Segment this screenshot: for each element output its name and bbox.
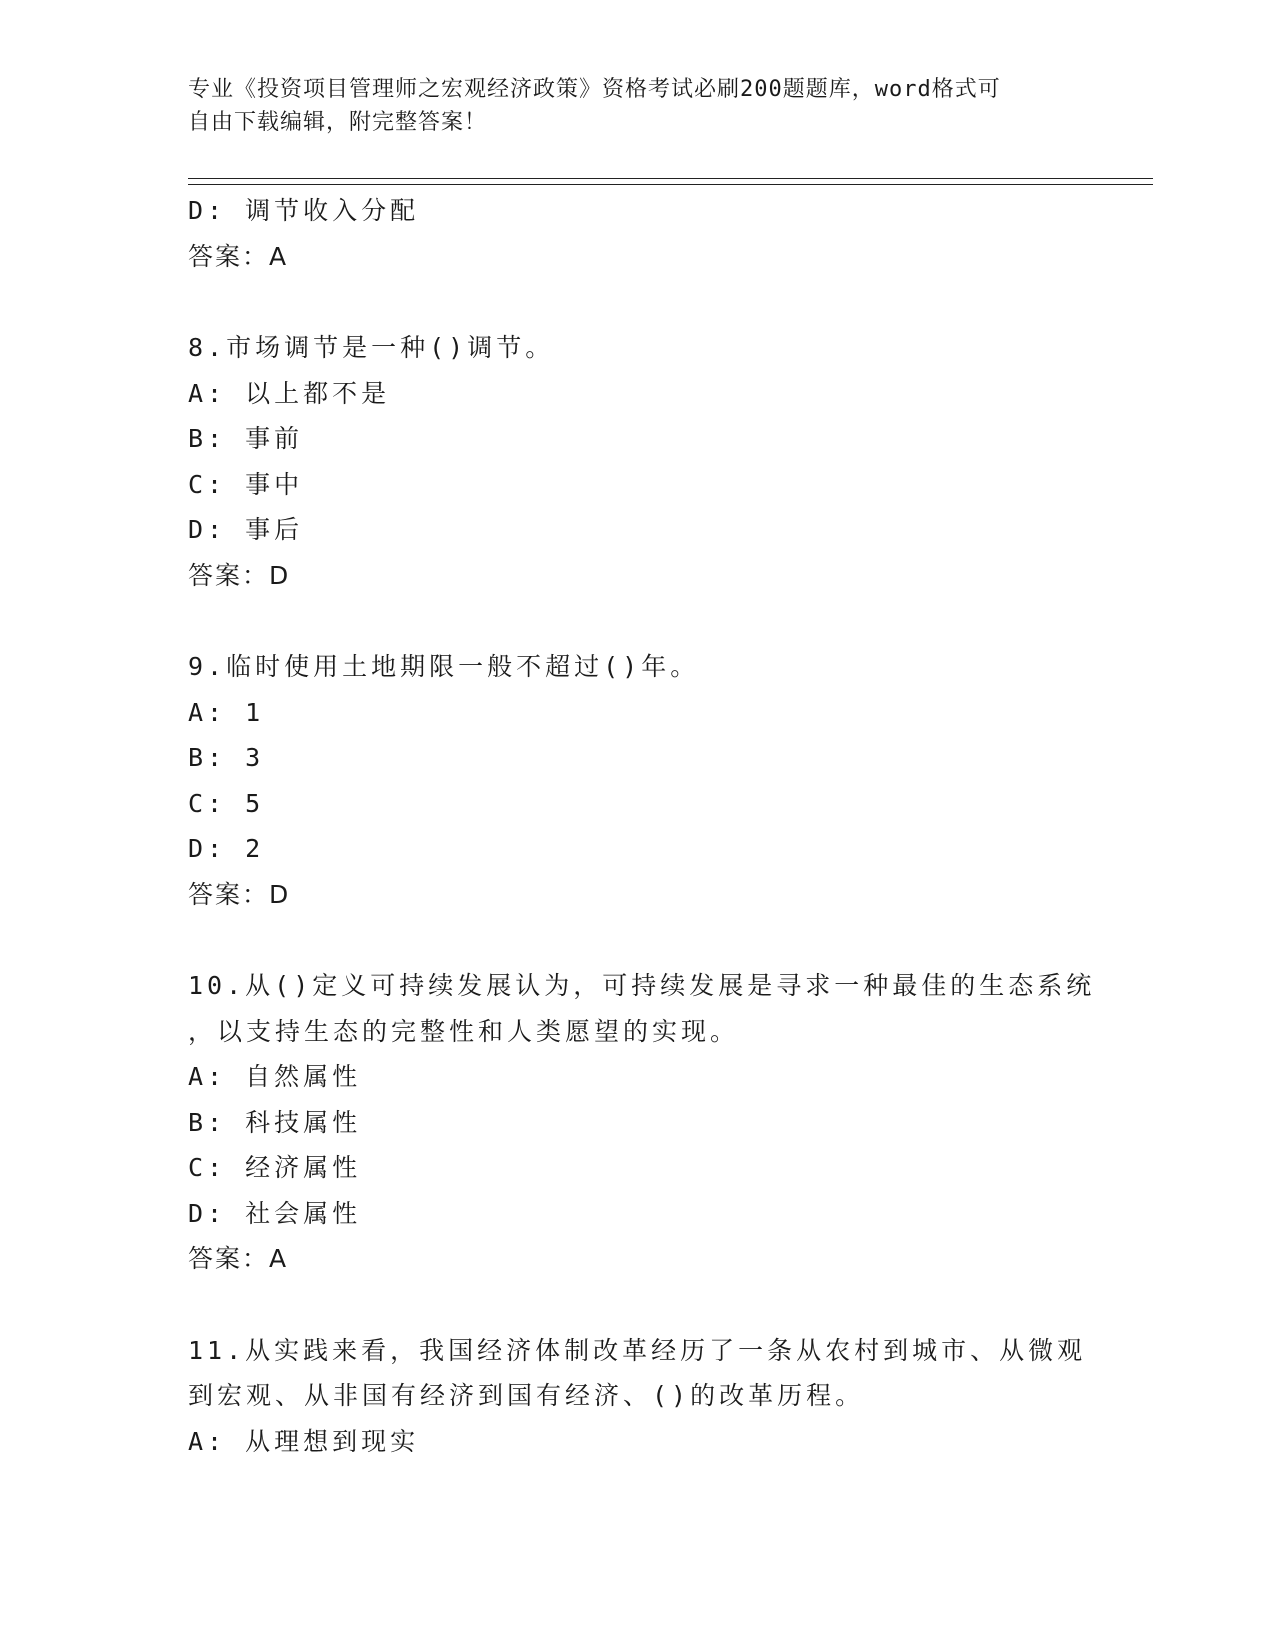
header-divider-bottom <box>188 184 1153 185</box>
question-stem-line-2: 到宏观、从非国有经济到国有经济、()的改革历程。 <box>188 1381 865 1410</box>
option-d: D: 2 <box>188 834 265 863</box>
option-a: A: 从理想到现实 <box>188 1426 420 1456</box>
answer-line: 答案：D <box>188 879 291 909</box>
option-b: B: 3 <box>188 743 265 772</box>
page-header <box>188 73 1088 139</box>
question-list <box>188 188 1096 1464</box>
option-c: C: 事中 <box>188 469 304 499</box>
question-stem-line-2: ，以支持生态的完整性和人类愿望的实现。 <box>188 1016 740 1046</box>
question-stem: 8.市场调节是一种()调节。 <box>188 333 555 362</box>
header-line-2: 自由下载编辑，附完整答案！ <box>188 110 488 135</box>
header-divider-top <box>188 178 1153 179</box>
header-line-1: 专业《投资项目管理师之宏观经济政策》资格考试必刷200题题库，word格式可 <box>188 77 1001 102</box>
option-a: A: 以上都不是 <box>188 378 391 408</box>
spacer <box>188 598 1088 644</box>
option-d: D: 事后 <box>188 515 304 544</box>
option-c: C: 经济属性 <box>188 1153 362 1182</box>
question-stem-line-1: 10.从()定义可持续发展认为，可持续发展是寻求一种最佳的生态系统 <box>188 971 1096 1000</box>
question-stem-line-1: 11.从实践来看，我国经济体制改革经历了一条从农村到城市、从微观 <box>188 1335 1087 1365</box>
answer-line: 答案：A <box>188 1244 289 1273</box>
option-a: A: 1 <box>188 697 265 727</box>
answer-line: 答案：A <box>188 241 289 271</box>
spacer <box>188 917 1088 963</box>
spacer <box>188 279 1088 325</box>
question-stem: 9.临时使用土地期限一般不超过()年。 <box>188 652 700 681</box>
option-b: B: 事前 <box>188 424 304 453</box>
option-c: C: 5 <box>188 788 265 818</box>
spacer <box>188 1282 1088 1328</box>
option-d: D: 社会属性 <box>188 1198 362 1228</box>
option-d: D: 调节收入分配 <box>188 196 420 225</box>
answer-line: 答案：D <box>188 560 291 590</box>
option-a: A: 自然属性 <box>188 1062 362 1091</box>
option-b: B: 科技属性 <box>188 1107 362 1137</box>
